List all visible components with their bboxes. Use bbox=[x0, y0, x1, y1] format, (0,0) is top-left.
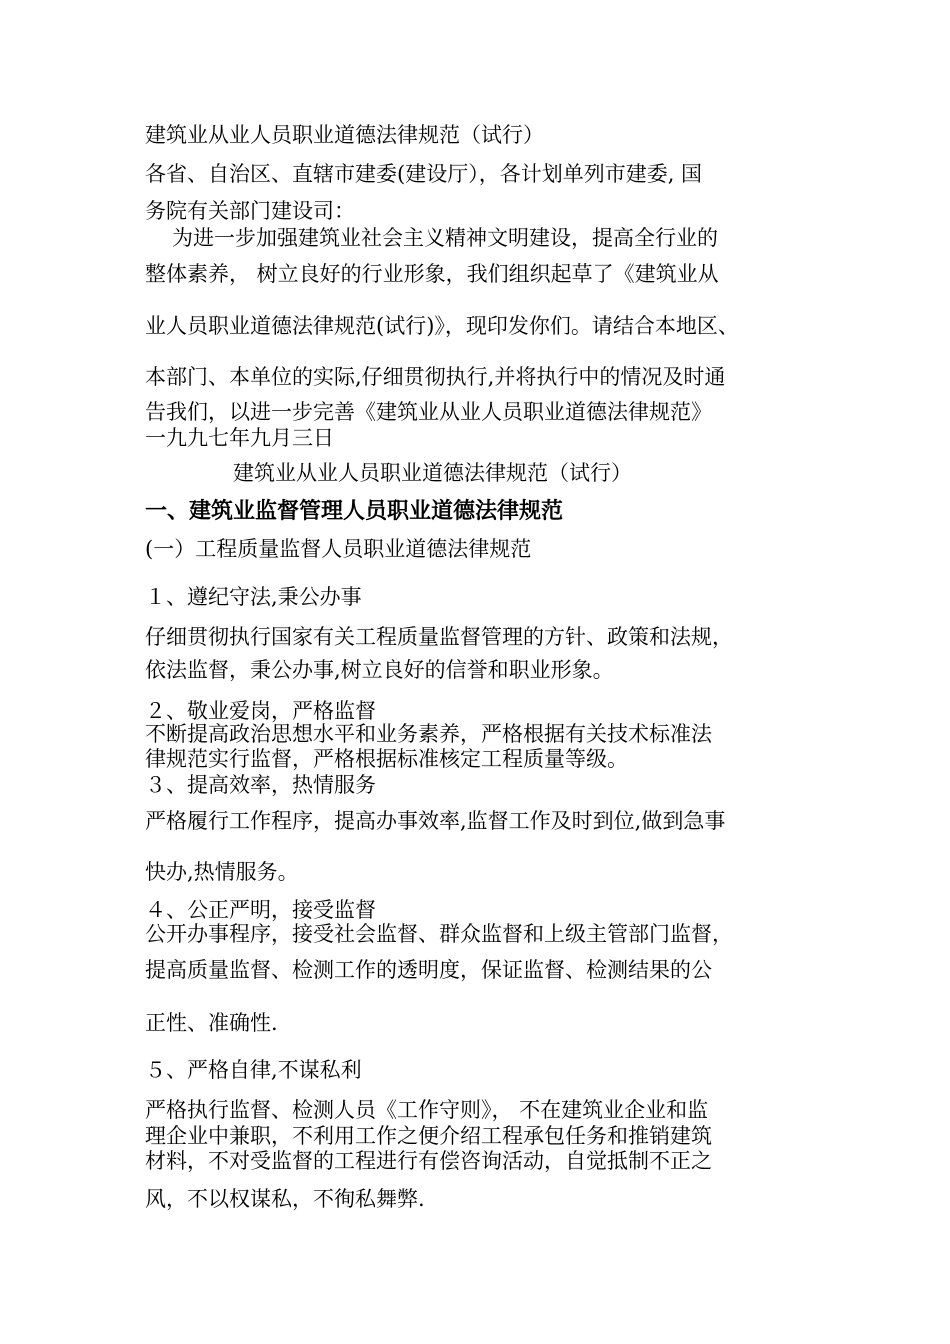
item-heading: ５、严格自律,不谋私利 bbox=[145, 1058, 362, 1082]
item-body-line: 提高质量监督、检测工作的透明度，保证监督、检测结果的公 bbox=[145, 958, 712, 982]
doc-line: 本部门、本单位的实际,仔细贯彻执行,并将执行中的情况及时通 bbox=[145, 365, 726, 389]
item-body-line: 不断提高政治思想水平和业务素养，严格根据有关技术标准法 bbox=[145, 722, 712, 746]
doc-line: 整体素养， 树立良好的行业形象，我们组织起草了《建筑业从 bbox=[145, 262, 719, 286]
item-body-line: 正性、准确性. bbox=[145, 1011, 278, 1035]
item-body-line: 仔细贯彻执行国家有关工程质量监督管理的方针、政策和法规， bbox=[145, 625, 733, 649]
item-body-line: 严格履行工作程序，提高办事效率,监督工作及时到位,做到急事 bbox=[145, 809, 726, 833]
item-body-line: 材料，不对受监督的工程进行有偿咨询活动，自觉抵制不正之 bbox=[145, 1149, 712, 1173]
item-body-line: 风，不以权谋私，不徇私舞弊. bbox=[145, 1187, 425, 1211]
subsection-heading: (一）工程质量监督人员职业道德法律规范 bbox=[145, 537, 532, 561]
doc-title-center: 建筑业从业人员职业道德法律规范（试行） bbox=[233, 461, 632, 485]
doc-line: 业人员职业道德法律规范(试行)》，现印发你们。请结合本地区、 bbox=[145, 314, 739, 338]
doc-title-top: 建筑业从业人员职业道德法律规范（试行） bbox=[145, 123, 544, 147]
item-body-line: 律规范实行监督，严格根据标准核定工程质量等级。 bbox=[145, 747, 628, 771]
item-body-line: 公开办事程序，接受社会监督、群众监督和上级主管部门监督， bbox=[145, 922, 733, 946]
doc-line: 告我们，以进一步完善《建筑业从业人员职业道德法律规范》 bbox=[145, 400, 712, 424]
item-body-line: 依法监督，秉公办事,树立良好的信誉和职业形象。 bbox=[145, 658, 614, 682]
item-heading: ４、公正严明，接受监督 bbox=[145, 898, 376, 922]
item-heading: ２、敬业爱岗，严格监督 bbox=[145, 699, 376, 723]
doc-line: 各省、自治区、直辖市建委(建设厅），各计划单列市建委, 国 bbox=[145, 162, 703, 186]
item-body-line: 理企业中兼职，不利用工作之便介绍工程承包任务和推销建筑 bbox=[145, 1124, 712, 1148]
item-body-line: 严格执行监督、检测人员《工作守则》， 不在建筑业企业和监 bbox=[145, 1098, 709, 1122]
doc-line: 为进一步加强建筑业社会主义精神文明建设，提高全行业的 bbox=[172, 226, 718, 250]
item-body-line: 快办,热情服务。 bbox=[145, 860, 299, 884]
doc-line: 务院有关部门建设司： bbox=[145, 199, 355, 223]
item-heading: １、遵纪守法,秉公办事 bbox=[145, 585, 362, 609]
doc-date: 一九九七年九月三日 bbox=[145, 426, 334, 450]
section-heading: 一、建筑业监督管理人员职业道德法律规范 bbox=[145, 498, 564, 524]
item-heading: ３、提高效率，热情服务 bbox=[145, 773, 376, 797]
